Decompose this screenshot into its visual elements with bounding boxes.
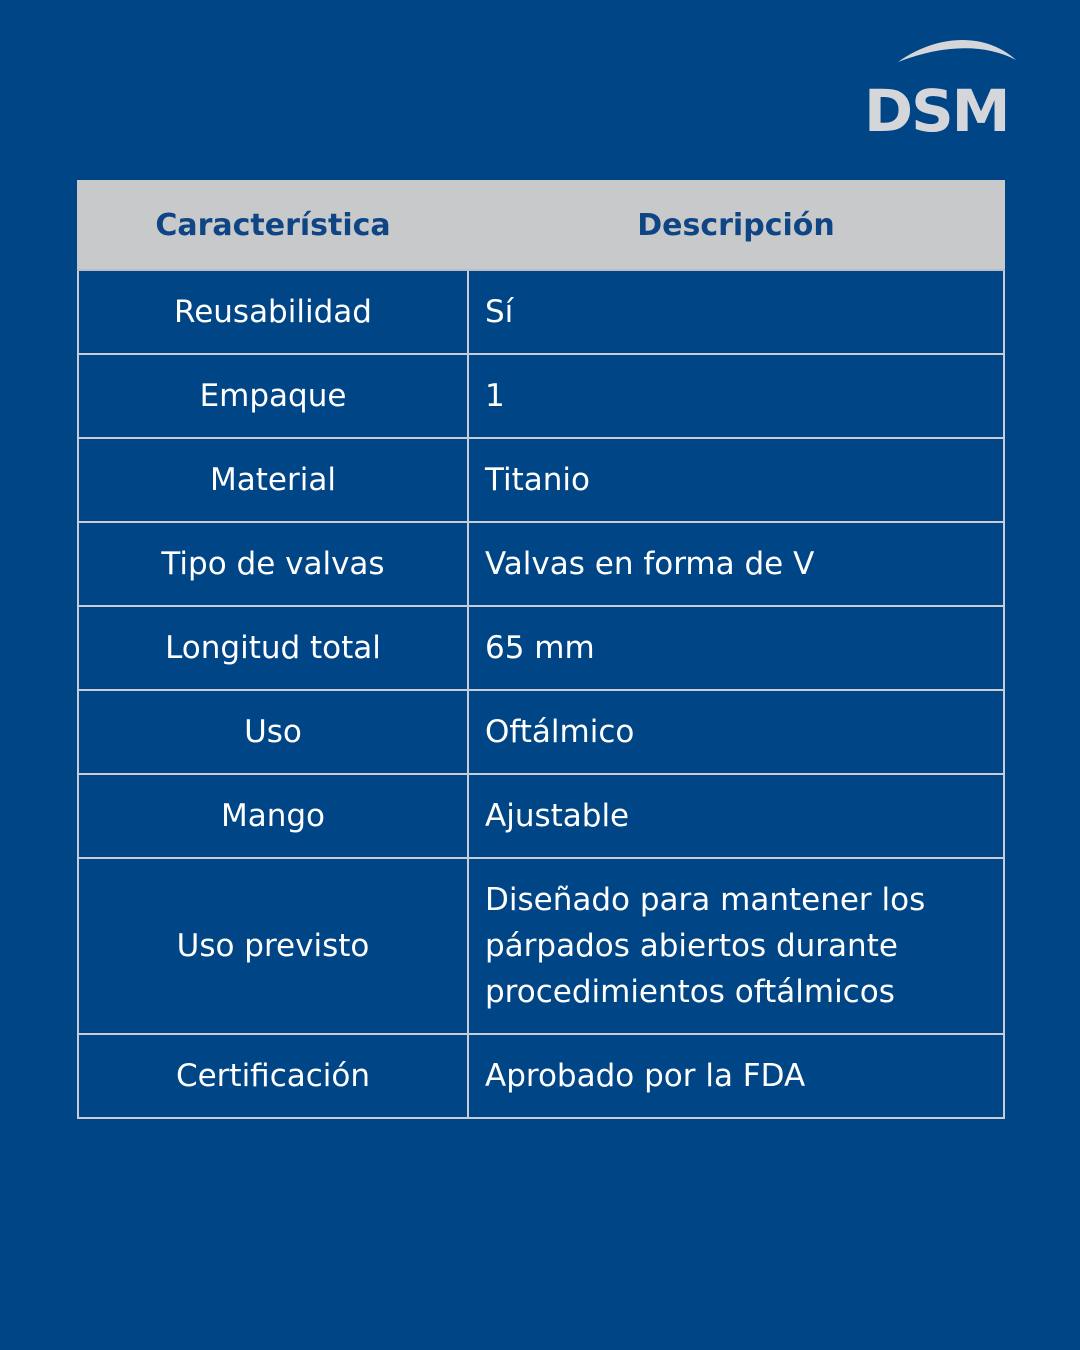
- table-row: [78, 858, 1004, 1034]
- table-header-row: [78, 181, 1004, 270]
- row-value: 65 mm: [468, 606, 1004, 690]
- row-value: Ajustable: [468, 774, 1004, 858]
- row-label: Empaque: [78, 354, 468, 438]
- row-label: Reusabilidad: [78, 270, 468, 354]
- brand-logo: [860, 32, 1020, 145]
- row-label: Uso: [78, 690, 468, 774]
- table-row: [78, 774, 1004, 858]
- table-row: [78, 1034, 1004, 1118]
- table-row: [78, 522, 1004, 606]
- row-label: Mango: [78, 774, 468, 858]
- column-header-description: Descripción: [468, 181, 1004, 270]
- row-value: Aprobado por la FDA: [468, 1034, 1004, 1118]
- row-label: Certificación: [78, 1034, 468, 1118]
- table-row: [78, 606, 1004, 690]
- spec-table: [77, 180, 1005, 1119]
- logo-wordmark: DSM: [864, 77, 1009, 145]
- row-label: Uso previsto: [78, 858, 468, 1034]
- table-row: [78, 270, 1004, 354]
- table-row: [78, 354, 1004, 438]
- row-value: Titanio: [468, 438, 1004, 522]
- row-value: Sí: [468, 270, 1004, 354]
- row-label: Tipo de valvas: [78, 522, 468, 606]
- row-value: Diseñado para mantener los párpados abiertos durante procedimientos oftálmicos: [468, 858, 1004, 1034]
- row-label: Material: [78, 438, 468, 522]
- table-row: [78, 690, 1004, 774]
- table-row: [78, 438, 1004, 522]
- row-value: 1: [468, 354, 1004, 438]
- row-value: Valvas en forma de V: [468, 522, 1004, 606]
- row-value: Oftálmico: [468, 690, 1004, 774]
- row-label: Longitud total: [78, 606, 468, 690]
- column-header-characteristic: Característica: [78, 181, 468, 270]
